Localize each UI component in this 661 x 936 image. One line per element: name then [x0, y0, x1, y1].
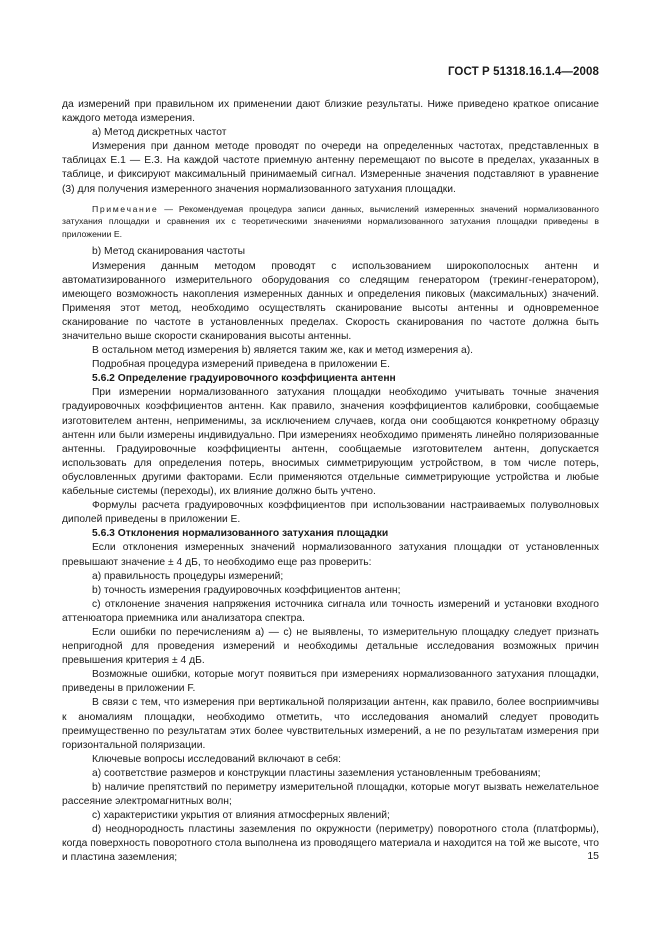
question-item-d: d) неоднородность пластины заземления по окружности (периметру) поворотного стола (платформы), когда поверхность поворотного стола выполнена из проводящего материала и находится на той же высоте, что и пластина заземления; — [62, 824, 599, 864]
page-content — [62, 98, 599, 866]
check-item-c: с) отклонение значения напряжения источника сигнала или точность измерений и установки входного аттенюатора приемника или анализатора спектра. — [62, 598, 599, 624]
procedure-reference: Подробная процедура измерений приведена в приложении Е. — [92, 359, 390, 371]
check-item-b: b) точность измерения градуировочных коэффициентов антенн; — [92, 584, 401, 596]
method-b-description: Измерения данным методом проводят с использованием широкополосных антенн и автоматизированного измерительного оборудования со следящим генератором (трекинг-генератором), имеющего возможность накопления измеренных данных и определения пиковых (максимальных) значений. Применяя этот метод, необходимо осуществлять сканирование высоты антенны и одновременное сканирование по частоте в установленных пределах. Скорость сканирования по частоте должна быть значительно выше скорости сканирования высоты антенны. — [62, 260, 599, 342]
paragraph-continuation: да измерений при правильном их применении дают близкие результаты. Ниже приведено краткое описание каждого метода измерения. — [62, 99, 599, 125]
method-a-description: Измерения при данном методе проводят по очереди на определенных частотах, представленных в таблицах Е.1 — Е.3. На каждой частоте приемную антенну перемещают по высоте в пределах, указанных в таблице, и фиксируют максимальный принимаемый сигнал. Измеренные значения подставляют в уравнение (3) для получения измеренного значения нормализованного затухания площадки. — [62, 141, 599, 195]
question-item-b: b) наличие препятствий по периметру измерительной площадки, которые могут вызвать нежелательное рассеяние электромагнитных волн; — [62, 782, 599, 808]
method-a-title: а) Метод дискретных частот — [92, 127, 227, 139]
method-b-title: b) Метод сканирования частоты — [92, 246, 245, 258]
vertical-polarization-paragraph: В связи с тем, что измерения при вертикальной поляризации антенн, как правило, более восприимчивы к аномалиям площадки, необходимо отметить, что исследования аномалий следует проводить преимущественно по результатам этих более чувствительных измерений, а не по результатам измерения при горизонтальной поляризации. — [62, 697, 599, 751]
note-text: — Рекомендуемая процедура записи данных, вычислений измеренных значений нормализованного затухания площадки и сравнения их с теоретическими значениями нормализованного затухания площадки приведены в приложении Е. — [62, 203, 600, 239]
method-b-remark: В остальном метод измерения b) является таким же, как и метод измерения а). — [92, 345, 474, 357]
unsuitable-site-paragraph: Если ошибки по перечислениям а) — с) не выявлены, то измерительную площадку следует признать непригодной для проведения измерений и необходимы детальные исследования возможных причин превышения критерия ± 4 дБ. — [62, 626, 599, 667]
note-label: Примечание — [92, 203, 159, 214]
section-heading-5-6-3: 5.6.3 Отклонения нормализованного затухания площадки — [92, 528, 389, 540]
deviation-intro: Если отклонения измеренных значений нормализованного затухания площадки от установленных превышают значение ± 4 дБ, то необходимо еще раз проверить: — [62, 542, 599, 568]
page-number: 15 — [587, 850, 599, 862]
document-header: ГОСТ Р 51318.16.1.4—2008 — [447, 66, 599, 78]
question-item-a: а) соответствие размеров и конструкции пластины заземления установленным требованиям; — [92, 767, 541, 779]
note-block — [62, 203, 599, 241]
question-item-c: с) характеристики укрытия от влияния атмосферных явлений; — [92, 810, 390, 822]
section-heading-5-6-2: 5.6.2 Определение градуировочного коэффициента антенн — [92, 373, 396, 385]
key-questions-intro: Ключевые вопросы исследований включают в себя: — [92, 753, 341, 765]
check-item-a: а) правильность процедуры измерений; — [92, 570, 284, 582]
formula-reference: Формулы расчета градуировочных коэффициентов при использовании настраиваемых полуволновых диполей приведены в приложении Е. — [62, 500, 599, 526]
possible-errors-paragraph: Возможные ошибки, которые могут появиться при измерениях нормализованного затухания площадки, приведены в приложении F. — [62, 669, 599, 695]
antenna-factor-paragraph: При измерении нормализованного затухания площадки необходимо учитывать точные значения градуировочных коэффициентов антенн. Как правило, значения коэффициентов калибровки, сообщаемые изготовителем антенн, неприменимы, за исключением случаев, когда они сообщаются конкретному образцу антенн или были измерены индивидуально. При измерениях необходимо применять линейно поляризованные антенны. Градуировочные коэффициенты антенн, сообщаемые изготовителем антенн, допускается использовать для определения потерь, вносимых симметрирующим устройством, в том числе потерь, обусловленных другими факторами. Если применяются отдельные симметрирующие устройства и любые кабельные системы (переходы), их влияние должно быть учтено. — [62, 387, 599, 498]
